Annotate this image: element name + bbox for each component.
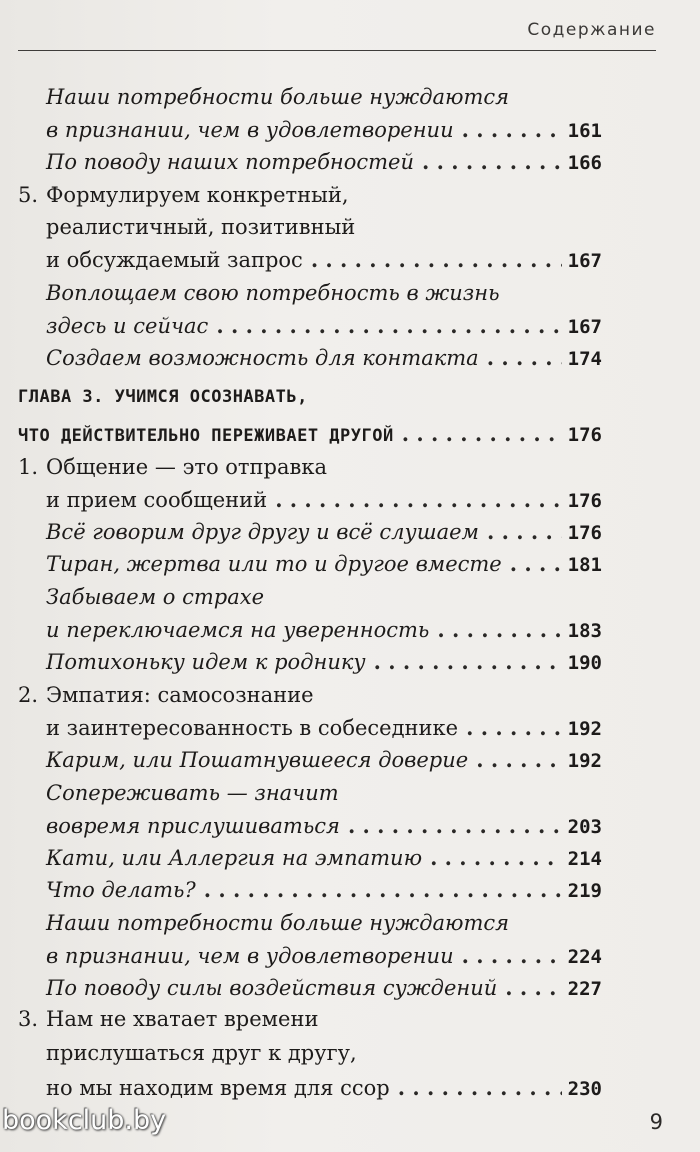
dot-leader	[510, 551, 562, 576]
dot-leader	[204, 877, 562, 902]
subsection-title: Наши потребности больше нуждаются	[46, 85, 510, 109]
page-ref: 176	[567, 522, 602, 544]
subsection-title: Сопереживать — значит	[46, 781, 339, 805]
dot-leader	[311, 247, 562, 272]
toc-entry	[46, 281, 602, 313]
toc-entry	[46, 845, 602, 877]
toc-entry	[18, 183, 602, 215]
page-ref: 219	[567, 880, 602, 902]
toc-entry	[18, 683, 602, 715]
page-ref: 190	[567, 652, 602, 674]
page-ref: 174	[567, 348, 602, 370]
subsection-title: Создаем возможность для контакта	[46, 346, 479, 370]
toc-entry	[46, 877, 602, 909]
section-title: реалистичный, позитивный	[46, 215, 356, 239]
dot-leader	[402, 421, 562, 446]
page-ref: 166	[567, 152, 602, 174]
dot-leader	[216, 313, 561, 338]
subsection-title: Тиран, жертва или то и другое вместе	[46, 552, 502, 576]
toc-entry	[46, 943, 602, 975]
subsection-title: Что делать?	[46, 878, 196, 902]
page-ref: 214	[567, 848, 602, 870]
page-ref: 192	[567, 718, 602, 740]
toc-entry	[46, 85, 602, 117]
subsection-title: Карим, или Пошатнувшееся доверие	[46, 748, 469, 772]
toc-entry	[46, 1041, 602, 1073]
section-number: 3.	[18, 1007, 39, 1031]
dot-leader	[398, 1075, 562, 1100]
dot-leader	[462, 943, 562, 968]
subsection-title: здесь и сейчас	[46, 314, 209, 338]
subsection-title: и переключаемся на уверенность	[46, 618, 430, 642]
toc-entry	[46, 487, 602, 519]
section-title: и прием сообщений	[46, 488, 268, 512]
subsection-title: в признании, чем в удовлетворении	[46, 944, 454, 968]
toc-entry	[46, 747, 602, 779]
section-title: Нам не хватает времени	[46, 1007, 319, 1031]
toc-entry	[18, 421, 602, 453]
page-ref: 192	[567, 750, 602, 772]
page-ref: 176	[567, 490, 602, 512]
toc-entry	[46, 975, 602, 1007]
toc-entry	[46, 649, 602, 681]
chapter-title: ГЛАВА 3. УЧИМСЯ ОСОЗНАВАТЬ,	[18, 387, 308, 407]
dot-leader	[487, 345, 562, 370]
toc-entry	[46, 911, 602, 943]
section-title: Общение — это отправка	[46, 455, 327, 479]
toc-entry	[46, 1075, 602, 1107]
toc-entry	[46, 247, 602, 279]
section-title: Эмпатия: самосознание	[46, 683, 314, 707]
toc-entry	[46, 117, 602, 149]
page-ref: 181	[567, 554, 602, 576]
dot-leader	[505, 975, 561, 1000]
dot-leader	[348, 813, 562, 838]
toc-entry	[46, 813, 602, 845]
section-number: 1.	[18, 455, 39, 479]
dot-leader	[430, 845, 562, 870]
subsection-title: Кати, или Аллергия на эмпатию	[46, 846, 423, 870]
page-ref: 230	[567, 1078, 602, 1100]
dot-leader	[422, 149, 562, 174]
page-number: 9	[649, 1110, 663, 1134]
toc-entry	[46, 313, 602, 345]
section-title: прислушаться друг к другу,	[46, 1041, 357, 1065]
page-ref: 203	[567, 816, 602, 838]
page-ref: 167	[567, 316, 602, 338]
watermark-site: bookclub.by	[2, 1105, 167, 1136]
subsection-title: Потихоньку идем к роднику	[46, 650, 366, 674]
toc-entry	[46, 345, 602, 377]
section-number: 5.	[18, 183, 39, 207]
subsection-title: Воплощаем свою потребность в жизнь	[46, 281, 500, 305]
subsection-title: По поводу силы воздействия суждений	[46, 976, 498, 1000]
toc-entry	[46, 715, 602, 747]
dot-leader	[437, 617, 561, 642]
section-number: 2.	[18, 683, 39, 707]
section-title: и заинтересованность в собеседнике	[46, 716, 459, 740]
toc-entry	[46, 551, 602, 583]
dot-leader	[476, 747, 561, 772]
toc-entry	[18, 455, 602, 487]
page-ref: 176	[567, 424, 602, 446]
dot-leader	[462, 117, 562, 142]
dot-leader	[487, 519, 562, 544]
subsection-title: в признании, чем в удовлетворении	[46, 118, 454, 142]
toc-entry	[46, 585, 602, 617]
subsection-title: Всё говорим друг другу и всё слушаем	[46, 520, 479, 544]
section-title: Формулируем конкретный,	[46, 183, 349, 207]
section-title: но мы находим время для ссор	[46, 1076, 390, 1100]
header-rule	[18, 50, 656, 51]
toc-entry	[46, 617, 602, 649]
toc-entry	[18, 1007, 602, 1039]
dot-leader	[275, 487, 561, 512]
toc-entry	[46, 519, 602, 551]
subsection-title: Наши потребности больше нуждаются	[46, 911, 510, 935]
page-ref: 161	[567, 120, 602, 142]
subsection-title: Забываем о страхе	[46, 585, 265, 609]
dot-leader	[466, 715, 562, 740]
page-ref: 183	[567, 620, 602, 642]
subsection-title: По поводу наших потребностей	[46, 150, 414, 174]
toc-entry	[18, 387, 602, 419]
subsection-title: вовремя прислушиваться	[46, 814, 340, 838]
toc-entry	[46, 781, 602, 813]
page-ref: 167	[567, 250, 602, 272]
chapter-title: ЧТО ДЕЙСТВИТЕЛЬНО ПЕРЕЖИВАЕТ ДРУГОЙ	[18, 426, 394, 446]
page-ref: 227	[567, 978, 602, 1000]
running-head: Содержание	[527, 20, 656, 40]
page-ref: 224	[567, 946, 602, 968]
toc-entry	[46, 215, 602, 247]
dot-leader	[374, 649, 562, 674]
toc-entry	[46, 149, 602, 181]
section-title: и обсуждаемый запрос	[46, 248, 303, 272]
